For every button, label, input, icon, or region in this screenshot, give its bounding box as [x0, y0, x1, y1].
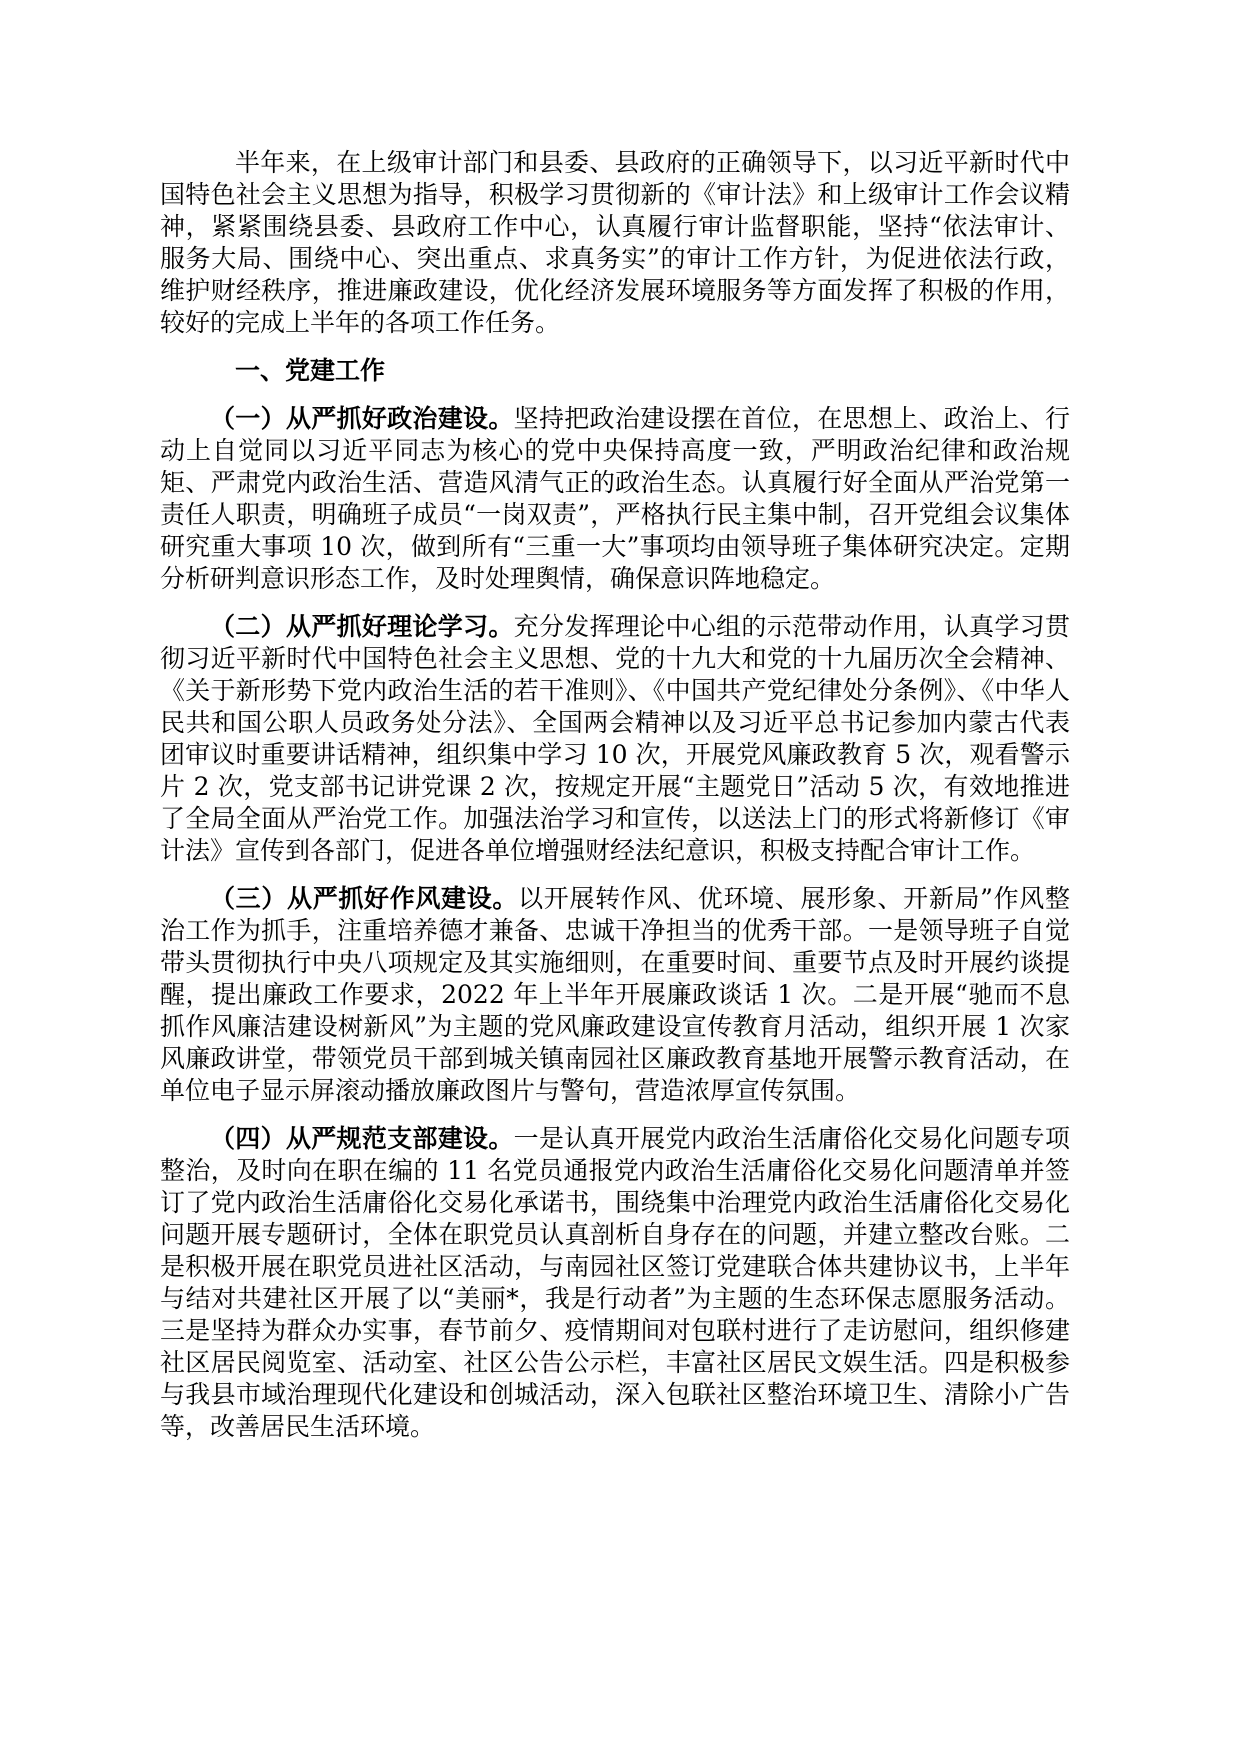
- paragraph-text: 坚持把政治建设摆在首位，在思想上、政治上、行动上自觉同以习近平同志为核心的党中央保持高度一致，严明政治纪律和政治规矩、严肃党内政治生活、营造风清气正的政治生态。认真履行好全面从严治党第一责任人职责，明确班子成员“一岗双责”，严格执行民主集中制，召开党组会议集体研究重大事项 10 次，做到所有“三重一大”事项均由领导班子集体研究决定。定期分析研判意识形态工作，及时处理舆情，确保意识阵地稳定。: [160, 404, 1070, 593]
- paragraph-lead: （二）从严抓好理论学习。: [210, 612, 514, 641]
- paragraph-text: 以开展转作风、优环境、展形象、开新局”作风整治工作为抓手，注重培养德才兼备、忠诚干净担当的优秀干部。一是领导班子自觉带头贯彻执行中央八项规定及其实施细则，在重要时间、重要节点及时开展约谈提醒，提出廉政工作要求，2022 年上半年开展廉政谈话 1 次。二是开展“驰而不息抓作风廉洁建设树新风”为主题的党风廉政建设宣传教育月活动，组织开展 1 次家风廉政讲堂，带领党员干部到城关镇南园社区廉政教育基地开展警示教育活动，在单位电子显示屏滚动播放廉政图片与警句，营造浓厚宣传氛围。: [160, 884, 1070, 1105]
- paragraph-text: 充分发挥理论中心组的示范带动作用，认真学习贯彻习近平新时代中国特色社会主义思想、党的十九大和党的十九届历次全会精神、《关于新形势下党内政治生活的若干准则》、《中国共产党纪律处分条例》、《中华人民共和国公职人员政务处分法》、全国两会精神以及习近平总书记参加内蒙古代表团审议时重要讲话精神，组织集中学习 10 次，开展党风廉政教育 5 次，观看警示片 2 次，党支部书记讲党课 2 次，按规定开展“主题党日”活动 5 次，有效地推进了全局全面从严治党工作。加强法治学习和宣传，以送法上门的形式将新修订《审计法》宣传到各部门，促进各单位增强财经法纪意识，积极支持配合审计工作。: [160, 612, 1070, 865]
- document-body: [160, 147, 1070, 1443]
- body-paragraph: [160, 611, 1070, 867]
- body-paragraph: [160, 1123, 1070, 1443]
- paragraph-text: 半年来，在上级审计部门和县委、县政府的正确领导下，以习近平新时代中国特色社会主义思想为指导，积极学习贯彻新的《审计法》和上级审计工作会议精神，紧紧围绕县委、县政府工作中心，认真履行审计监督职能，坚持“依法审计、服务大局、围绕中心、突出重点、求真务实”的审计工作方针，为促进依法行政，维护财经秩序，推进廉政建设，优化经济发展环境服务等方面发挥了积极的作用，较好的完成上半年的各项工作任务。: [160, 148, 1070, 337]
- section-heading: 一、党建工作: [235, 356, 386, 385]
- paragraph-lead: （一）从严抓好政治建设。: [210, 404, 514, 433]
- paragraph-lead: （四）从严规范支部建设。: [210, 1124, 514, 1153]
- intro-paragraph: [160, 147, 1070, 339]
- body-paragraph: [160, 403, 1070, 595]
- paragraph-lead: （三）从严抓好作风建设。: [210, 884, 519, 913]
- paragraph-text: 一是认真开展党内政治生活庸俗化交易化问题专项整治，及时向在职在编的 11 名党员通报党内政治生活庸俗化交易化问题清单并签订了党内政治生活庸俗化交易化承诺书，围绕集中治理党内政治生活庸俗化交易化问题开展专题研讨，全体在职党员认真剖析自身存在的问题，并建立整改台账。二是积极开展在职党员进社区活动，与南园社区签订党建联合体共建协议书，上半年与结对共建社区开展了以“美丽*，我是行动者”为主题的生态环保志愿服务活动。三是坚持为群众办实事，春节前夕、疫情期间对包联村进行了走访慰问，组织修建社区居民阅览室、活动室、社区公告公示栏，丰富社区居民文娱生活。四是积极参与我县市域治理现代化建设和创城活动，深入包联社区整治环境卫生、清除小广告等，改善居民生活环境。: [160, 1124, 1070, 1441]
- body-paragraph: [160, 883, 1070, 1107]
